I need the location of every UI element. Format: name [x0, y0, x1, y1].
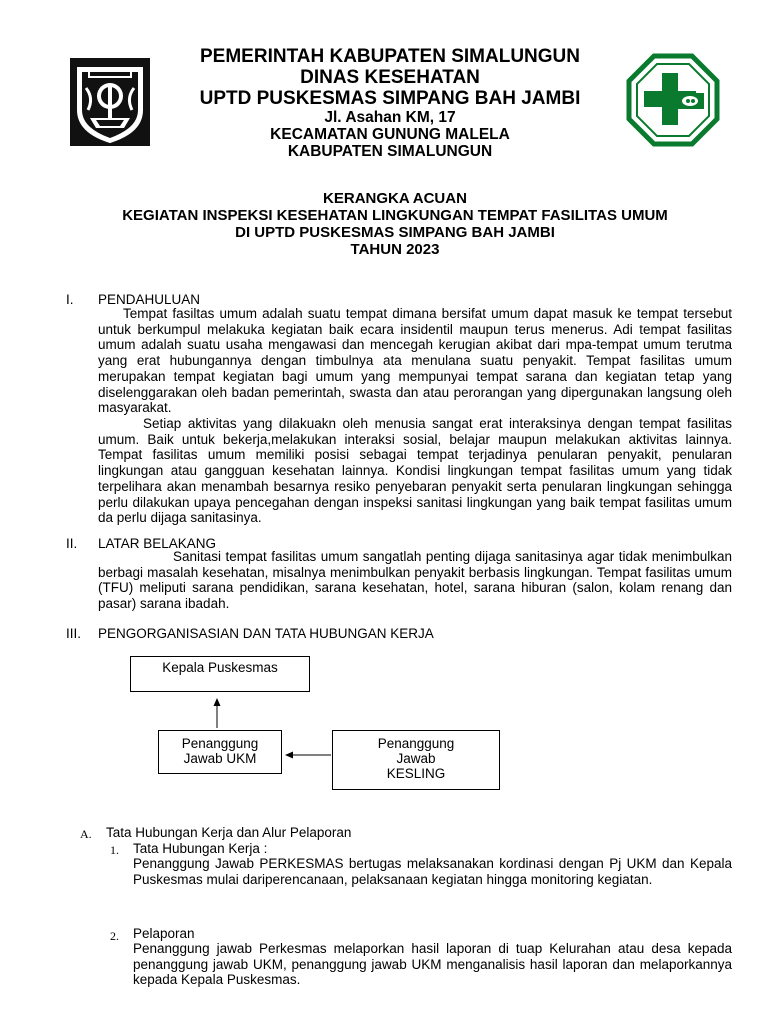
section-title: PENDAHULUAN [98, 292, 201, 307]
section-paragraph: Sanitasi tempat fasilitas umum sangatlah penting dijaga sanitasinya agar tidak menimbulkan berbagi masalah kesehatan, misalnya menimbulkan penyakit berbasis lingkungan. Tempat fasilitas umum (TFU) meliputi sarana pendidikan, sarana kesehatan, hotel, sarana hiburan (salon, kolam renang dan pasar) sarana ibadah. [98, 549, 732, 612]
org-kesling-line: Jawab [396, 751, 436, 766]
subsection-marker: A. [80, 827, 92, 841]
item-number: 2. [110, 929, 119, 943]
header-department: DINAS KESEHATAN [300, 67, 480, 88]
org-kesling-line: Penanggung [377, 736, 455, 751]
org-arrowhead-left [285, 752, 293, 759]
section-title: PENGORGANISASIAN DAN TATA HUBUNGAN KERJA [98, 626, 434, 641]
header-address: Jl. Asahan KM, 17 [324, 109, 456, 126]
item-text: Penanggung jawab Perkesmas melaporkan hasil laporan di tuap Kelurahan atau desa kepada penanggung jawab UKM, penanggung jawab UKM menganalisis hasil laporan dan melaporkannya kepada Kepala Puskesmas. [133, 941, 732, 988]
section-number: III. [66, 626, 82, 641]
doc-location: DI UPTD PUSKESMAS SIMPANG BAH JAMBI [235, 224, 555, 241]
section-paragraph: Setiap aktivitas yang dilakuakn oleh menusia sangat erat interaksinya dengan tempat fasilitas umum. Baik untuk bekerja,melakukan interaksi sosial, belajar maupun melakukan aktivitas lainnya. Tempat fasilitas umum memiliki posisi sebagai tempat terjadinya penularan penyakit, penularan lingkungan atau gangguan kesehatan lainnya. Kondisi lingkungan tempat fasilitas umum yang tidak terpelihara akan menambah besarnya resiko penyebaran penyakit serta penularan lingkungan sehingga perlu dilakukan upaya pencegahan dengan inspeksi sanitasi lingkungan yang baik tempat fasilitas umum da perlu dijaga sanitasinya. [98, 416, 732, 526]
org-ukm-line: Penanggung [181, 736, 259, 751]
item-title: Pelaporan [133, 926, 195, 941]
section-number: II. [66, 536, 78, 551]
doc-subtitle: KEGIATAN INSPEKSI KESEHATAN LINGKUNGAN TEMPAT FASILITAS UMUM [122, 207, 668, 224]
org-arrowhead-up [214, 698, 221, 706]
header-regency: KABUPATEN SIMALUNGUN [287, 143, 493, 160]
item-number: 1. [110, 843, 119, 857]
section-number: I. [66, 292, 74, 307]
item-title: Tata Hubungan Kerja : [133, 841, 268, 856]
section-title: LATAR BELAKANG [98, 536, 217, 551]
header-institution: UPTD PUSKESMAS SIMPANG BAH JAMBI [199, 88, 581, 109]
doc-title: KERANGKA ACUAN [323, 190, 467, 207]
header-government: PEMERINTAH KABUPATEN SIMALUNGUN [200, 46, 580, 67]
item-text: Penanggung Jawab PERKESMAS bertugas melaksanakan kordinasi dengan Pj UKM dan Kepala Puskesmas mulai dariperencanaan, pelaksanaan kegiatan hingga monitoring kegiatan. [133, 856, 732, 887]
org-ukm-line: Jawab UKM [183, 751, 257, 766]
subsection-title: Tata Hubungan Kerja dan Alur Pelaporan [106, 825, 352, 840]
org-kesling-line: KESLING [386, 766, 446, 781]
header-district: KECAMATAN GUNUNG MALELA [270, 126, 510, 143]
org-head-label: Kepala Puskesmas [162, 660, 278, 675]
doc-year: TAHUN 2023 [350, 241, 440, 258]
section-paragraph: Tempat fasiltas umum adalah suatu tempat dimana bersifat umum dapat masuk ke tempat tersebut untuk berkumpul melakuka kegiatan baik ecara insidentil maupun terus menerus. Adi tempat fasilitas umum adalah suatu usaha mengawasi dan mencegah kerugian akibat dari mpa-tempat umum terutma yang erat hubungannya dengan timbulnya ata menulana suatu penyakit. Tempat fasilitas umum merupakan tempat kegiatan bagi umum yang mempunyai tempat sarana dan kegiatan tetap yang diselenggarakan oleh badan pemerintah, swasta dan atau perorangan yang dipergunakan langsung oleh masyarakat. [98, 306, 732, 416]
